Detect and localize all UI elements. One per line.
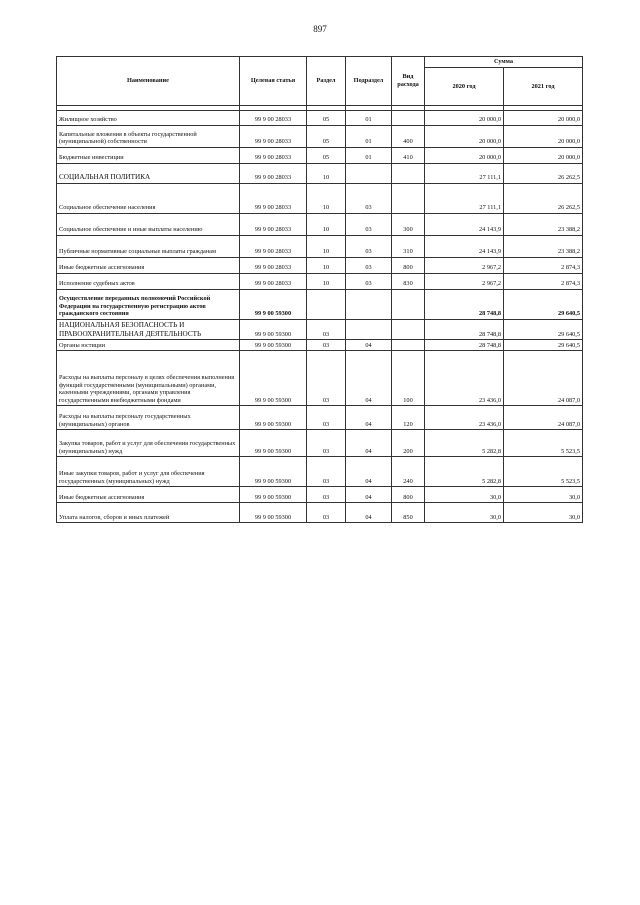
- cell-section: 10: [307, 214, 346, 236]
- header-sum: Сумма: [425, 57, 583, 68]
- cell-section: 10: [307, 236, 346, 258]
- cell-name: Органы юстиции: [57, 340, 240, 351]
- cell-expense-type: [392, 320, 425, 340]
- cell-amount-2021: 20 000,0: [504, 148, 583, 164]
- cell-subsection: 04: [346, 430, 392, 457]
- cell-target-article: 99 9 00 28033: [240, 148, 307, 164]
- cell-section: [307, 290, 346, 320]
- cell-expense-type: 100: [392, 351, 425, 406]
- cell-target-article: 99 9 00 59300: [240, 290, 307, 320]
- cell-target-article: 99 9 00 28033: [240, 164, 307, 184]
- cell-amount-2020: 24 143,9: [425, 214, 504, 236]
- cell-expense-type: [392, 164, 425, 184]
- cell-amount-2020: 23 436,0: [425, 351, 504, 406]
- cell-section: 05: [307, 126, 346, 148]
- cell-section: 03: [307, 320, 346, 340]
- cell-amount-2021: 26 262,5: [504, 164, 583, 184]
- cell-amount-2021: 30,0: [504, 487, 583, 503]
- cell-amount-2020: 23 436,0: [425, 406, 504, 430]
- cell-subsection: 01: [346, 148, 392, 164]
- cell-expense-type: 120: [392, 406, 425, 430]
- cell-target-article: 99 9 00 28033: [240, 274, 307, 290]
- cell-subsection: 04: [346, 340, 392, 351]
- cell-target-article: 99 9 00 28033: [240, 111, 307, 126]
- cell-name: НАЦИОНАЛЬНАЯ БЕЗОПАСНОСТЬ И ПРАВООХРАНИТЕЛЬНАЯ ДЕЯТЕЛЬНОСТЬ: [57, 320, 240, 340]
- cell-amount-2021: 24 087,0: [504, 351, 583, 406]
- table-row: [57, 274, 583, 290]
- cell-amount-2021: 23 388,2: [504, 214, 583, 236]
- cell-amount-2020: 30,0: [425, 503, 504, 523]
- cell-subsection: 04: [346, 503, 392, 523]
- table-row: [57, 406, 583, 430]
- table-row: [57, 430, 583, 457]
- cell-amount-2020: 28 748,8: [425, 320, 504, 340]
- cell-target-article: 99 9 00 59300: [240, 430, 307, 457]
- cell-subsection: 03: [346, 274, 392, 290]
- cell-amount-2020: 2 967,2: [425, 274, 504, 290]
- cell-subsection: 01: [346, 126, 392, 148]
- table-row: [57, 164, 583, 184]
- cell-amount-2021: 30,0: [504, 503, 583, 523]
- cell-subsection: [346, 164, 392, 184]
- cell-subsection: 03: [346, 184, 392, 214]
- cell-section: 10: [307, 164, 346, 184]
- cell-expense-type: [392, 340, 425, 351]
- cell-name: Жилищное хозяйство: [57, 111, 240, 126]
- table-row: [57, 258, 583, 274]
- page-number: 897: [313, 24, 327, 34]
- cell-section: 03: [307, 503, 346, 523]
- cell-amount-2020: 2 967,2: [425, 258, 504, 274]
- cell-name: Осуществление переданных полномочий Российской Федерации на государственную регистрацию актов гражданского состояния: [57, 290, 240, 320]
- table-row: [57, 487, 583, 503]
- cell-target-article: 99 9 00 59300: [240, 487, 307, 503]
- cell-amount-2020: 27 111,1: [425, 184, 504, 214]
- cell-name: Социальное обеспечение населения: [57, 184, 240, 214]
- cell-expense-type: 310: [392, 236, 425, 258]
- cell-section: 03: [307, 430, 346, 457]
- cell-section: 05: [307, 148, 346, 164]
- header-expense-type: Вид расхода: [392, 57, 425, 106]
- cell-amount-2020: 28 748,8: [425, 290, 504, 320]
- cell-expense-type: 800: [392, 258, 425, 274]
- cell-amount-2020: 20 000,0: [425, 126, 504, 148]
- cell-name: Иные бюджетные ассигнования: [57, 487, 240, 503]
- cell-amount-2021: 23 388,2: [504, 236, 583, 258]
- budget-table: [56, 56, 583, 523]
- table-row: [57, 126, 583, 148]
- cell-target-article: 99 9 00 59300: [240, 406, 307, 430]
- cell-name: Иные закупки товаров, работ и услуг для обеспечения государственных (муниципальных) нужд: [57, 457, 240, 487]
- cell-section: 03: [307, 487, 346, 503]
- cell-amount-2020: 30,0: [425, 487, 504, 503]
- cell-amount-2020: 28 748,8: [425, 340, 504, 351]
- cell-name: Уплата налогов, сборов и иных платежей: [57, 503, 240, 523]
- table-row: [57, 148, 583, 164]
- cell-target-article: 99 9 00 59300: [240, 457, 307, 487]
- header-name: Наименование: [57, 57, 240, 106]
- cell-expense-type: 410: [392, 148, 425, 164]
- table-row: [57, 236, 583, 258]
- cell-name: Закупка товаров, работ и услуг для обеспечения государственных (муниципальных) нужд: [57, 430, 240, 457]
- table-row: [57, 457, 583, 487]
- cell-amount-2021: 26 262,5: [504, 184, 583, 214]
- cell-name: Социальное обеспечение и иные выплаты населению: [57, 214, 240, 236]
- cell-target-article: 99 9 00 59300: [240, 320, 307, 340]
- table-row: [57, 320, 583, 340]
- cell-expense-type: 240: [392, 457, 425, 487]
- cell-expense-type: 850: [392, 503, 425, 523]
- cell-amount-2021: 29 640,5: [504, 290, 583, 320]
- cell-amount-2020: 20 000,0: [425, 148, 504, 164]
- cell-amount-2020: 27 111,1: [425, 164, 504, 184]
- cell-expense-type: 800: [392, 487, 425, 503]
- cell-target-article: 99 9 00 59300: [240, 351, 307, 406]
- cell-subsection: [346, 290, 392, 320]
- cell-section: 10: [307, 274, 346, 290]
- cell-expense-type: 300: [392, 214, 425, 236]
- table-row: [57, 290, 583, 320]
- cell-subsection: 01: [346, 111, 392, 126]
- cell-name: Публичные нормативные социальные выплаты гражданам: [57, 236, 240, 258]
- table-row: [57, 184, 583, 214]
- cell-section: 03: [307, 406, 346, 430]
- table-row: [57, 351, 583, 406]
- cell-section: 03: [307, 351, 346, 406]
- cell-target-article: 99 9 00 28033: [240, 258, 307, 274]
- header-section: Раздел: [307, 57, 346, 106]
- cell-name: Иные бюджетные ассигнования: [57, 258, 240, 274]
- cell-amount-2021: 20 000,0: [504, 111, 583, 126]
- cell-section: 03: [307, 340, 346, 351]
- header-target-article: Целевая статья: [240, 57, 307, 106]
- cell-amount-2021: 2 874,3: [504, 274, 583, 290]
- cell-name: СОЦИАЛЬНАЯ ПОЛИТИКА: [57, 164, 240, 184]
- cell-amount-2021: 29 640,5: [504, 320, 583, 340]
- cell-amount-2020: 20 000,0: [425, 111, 504, 126]
- cell-amount-2021: 20 000,0: [504, 126, 583, 148]
- table-row: [57, 214, 583, 236]
- cell-subsection: 04: [346, 457, 392, 487]
- cell-target-article: 99 9 00 59300: [240, 340, 307, 351]
- cell-subsection: 04: [346, 351, 392, 406]
- cell-section: 03: [307, 457, 346, 487]
- cell-name: Капитальные вложения в объекты государственной (муниципальной) собственности: [57, 126, 240, 148]
- cell-name: Бюджетные инвестиции: [57, 148, 240, 164]
- header-year-2021: 2021 год: [504, 68, 583, 106]
- cell-amount-2020: 24 143,9: [425, 236, 504, 258]
- cell-section: 10: [307, 184, 346, 214]
- cell-amount-2021: 24 087,0: [504, 406, 583, 430]
- cell-section: 10: [307, 258, 346, 274]
- cell-expense-type: 400: [392, 126, 425, 148]
- cell-subsection: 03: [346, 236, 392, 258]
- header-subsection: Подраздел: [346, 57, 392, 106]
- cell-target-article: 99 9 00 59300: [240, 503, 307, 523]
- cell-expense-type: 830: [392, 274, 425, 290]
- cell-expense-type: [392, 184, 425, 214]
- table-header: [57, 57, 583, 111]
- cell-subsection: 03: [346, 258, 392, 274]
- cell-amount-2020: 5 282,8: [425, 457, 504, 487]
- cell-amount-2021: 5 523,5: [504, 457, 583, 487]
- table-row: [57, 340, 583, 351]
- table-row: [57, 111, 583, 126]
- cell-amount-2021: 29 640,5: [504, 340, 583, 351]
- cell-expense-type: 200: [392, 430, 425, 457]
- cell-amount-2020: 5 282,8: [425, 430, 504, 457]
- cell-subsection: 03: [346, 214, 392, 236]
- cell-expense-type: [392, 290, 425, 320]
- cell-name: Расходы на выплаты персоналу в целях обеспечения выполнения функций государственными (муниципальными) органами, казенными учреждениями, органами управления государственными внебюджетными фондами: [57, 351, 240, 406]
- cell-expense-type: [392, 111, 425, 126]
- cell-subsection: [346, 320, 392, 340]
- cell-amount-2021: 2 874,3: [504, 258, 583, 274]
- cell-subsection: 04: [346, 406, 392, 430]
- cell-subsection: 04: [346, 487, 392, 503]
- table-body: [57, 111, 583, 523]
- cell-target-article: 99 9 00 28033: [240, 214, 307, 236]
- cell-name: Исполнение судебных актов: [57, 274, 240, 290]
- cell-amount-2021: 5 523,5: [504, 430, 583, 457]
- header-year-2020: 2020 год: [425, 68, 504, 106]
- cell-section: 05: [307, 111, 346, 126]
- cell-target-article: 99 9 00 28033: [240, 236, 307, 258]
- cell-target-article: 99 9 00 28033: [240, 126, 307, 148]
- cell-target-article: 99 9 00 28033: [240, 184, 307, 214]
- table-row: [57, 503, 583, 523]
- cell-name: Расходы на выплаты персоналу государственных (муниципальных) органов: [57, 406, 240, 430]
